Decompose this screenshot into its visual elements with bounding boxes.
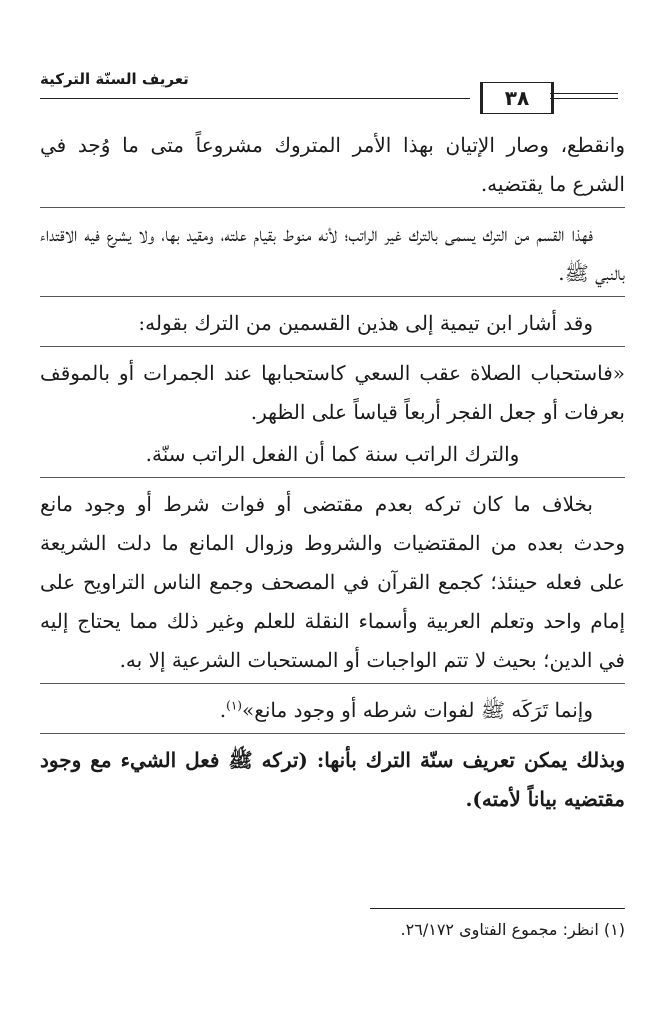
paragraph-non-regular-abandonment: فهذا القسم من الترك يسمى بالترك غير الراتب؛ لأنه منوط بقيام علته، ومقيد بها، ولا يشرع فيه الاقتداء بالنبي ﷺ.: [40, 222, 625, 285]
paragraph-divider: [40, 733, 625, 734]
paragraph-continuation: وانقطع، وصار الإتيان بهذا الأمر المتروك مشروعاً متى ما وُجد في الشرع ما يقتضيه.: [40, 133, 625, 196]
quote-paragraph-3: بخلاف ما كان تركه بعدم مقتضى أو فوات شرط أو وجود مانع وحدث بعده من المقتضيات والشروط وزوال المانع ما دلت الشريعة على فعله حينئذ؛ كجمع القرآن في المصحف وجمع الناس التراويح على إمام واحد وتعلم العربية وأسماء النقلة للعلم وغير ذلك مما يحتاج إليه في الدين؛ بحيث لا تتم الواجبات أو المستحبات الشرعية إلا به.: [40, 492, 625, 672]
paragraph-ibn-taymiyya-intro: وقد أشار ابن تيمية إلى هذين القسمين من الترك بقوله:: [138, 311, 593, 335]
paragraph-divider: [40, 207, 625, 208]
header-rule: [40, 98, 470, 99]
paragraph-divider: [40, 346, 625, 347]
page-body: [40, 126, 625, 822]
page-number: ٣٨: [480, 82, 554, 114]
definition-paragraph: وبذلك يمكن تعريف سنّة الترك بأنها: (تركه ﷺ فعل الشيء مع وجود مقتضيه بياناً لأمته).: [40, 748, 625, 811]
running-title: تعريف السنّة التركية: [40, 70, 189, 88]
footnote-rule: [370, 908, 625, 909]
quote-paragraph-4: وإنما تَرَكَه ﷺ لفوات شرطه أو وجود مانع»$^{(١)}$.: [219, 698, 593, 722]
quote-end-text: وإنما تَرَكَه ﷺ لفوات شرطه أو وجود مانع»: [241, 698, 593, 722]
header-rule-right-bottom: [550, 98, 618, 99]
paragraph-divider: [40, 296, 625, 297]
footnote-marker: (١): [226, 698, 242, 713]
paragraph-divider: [40, 683, 625, 684]
footnote: (١) انظر: مجموع الفتاوى ٢٦/١٧٢.: [400, 920, 625, 939]
quote-paragraph-1: «فاستحباب الصلاة عقب السعي كاستحبابها عند الجمرات أو بالموقف بعرفات أو جعل الفجر أربعاً قياساً على الظهر.: [40, 361, 625, 424]
page-header: [40, 62, 625, 112]
header-rule-right-top: [550, 93, 618, 94]
quote-paragraph-2: والترك الراتب سنة كما أن الفعل الراتب سنّة.: [145, 442, 520, 466]
paragraph-divider: [40, 477, 625, 478]
